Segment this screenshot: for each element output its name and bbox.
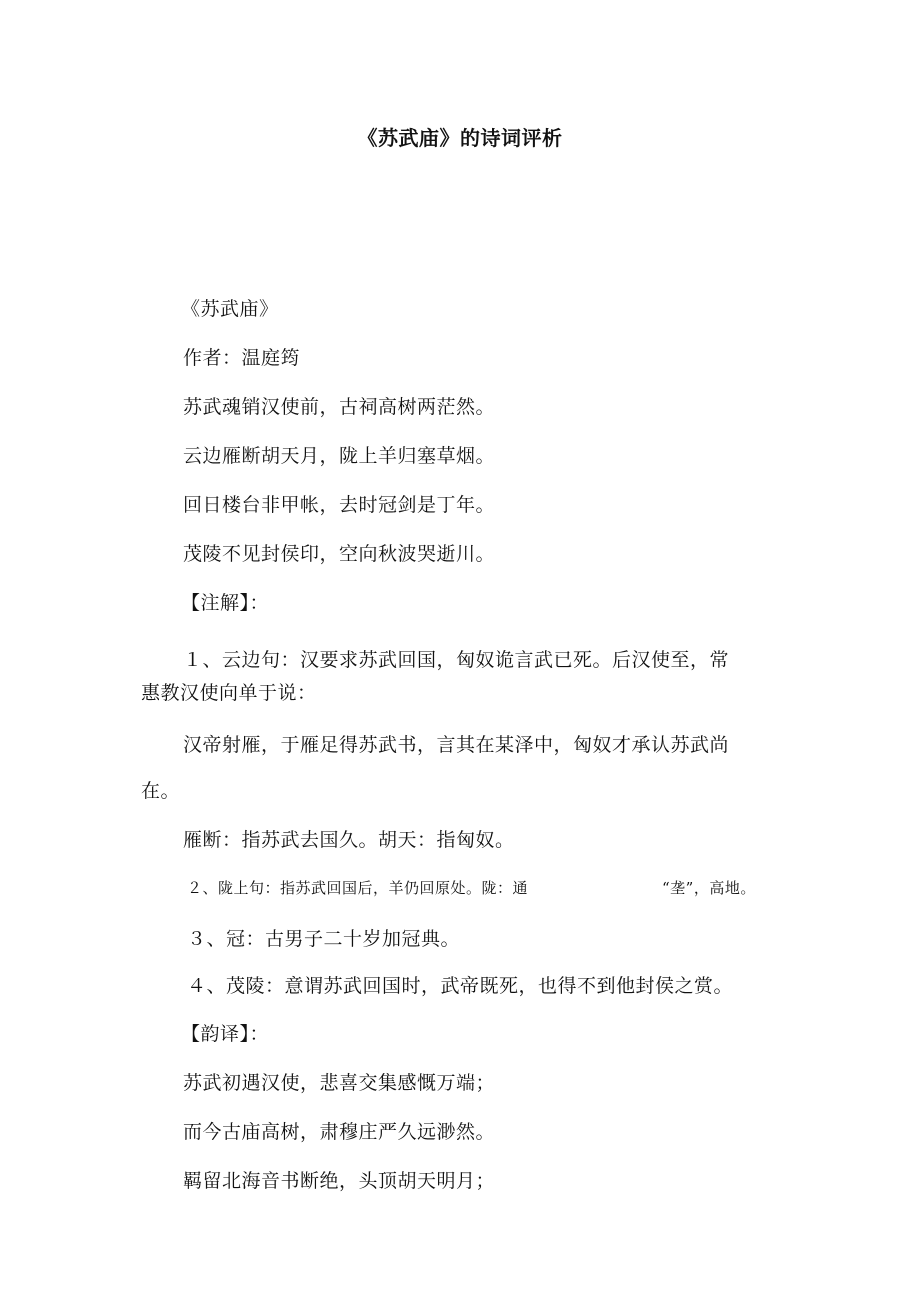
note-1-line-5: 雁断：指苏武去国久。胡天：指匈奴。 bbox=[183, 829, 515, 851]
note-3: ３、冠：古男子二十岁加冠典。 bbox=[187, 928, 461, 950]
poem-author: 作者：温庭筠 bbox=[183, 347, 301, 369]
note-1-line-4: 在。 bbox=[141, 780, 181, 802]
poem-line: 苏武魂销汉使前，古祠高树两茫然。 bbox=[183, 396, 496, 418]
poem-line: 回日楼台非甲帐，去时冠剑是丁年。 bbox=[183, 494, 496, 516]
poem-name: 《苏武庙》 bbox=[181, 298, 279, 320]
note-1-line-2: 惠教汉使向单于说： bbox=[141, 682, 317, 704]
note-2-left: ２、陇上句：指苏武回国后，羊仍回原处。陇：通 bbox=[187, 879, 529, 897]
poem-line: 云边雁断胡天月，陇上羊归塞草烟。 bbox=[183, 445, 496, 467]
note-2-right: “垄”，高地。 bbox=[662, 879, 756, 897]
translation-line: 苏武初遇汉使，悲喜交集感慨万端； bbox=[183, 1072, 496, 1094]
note-1-line-1: １、云边句：汉要求苏武回国，匈奴诡言武已死。后汉使至，常 bbox=[183, 649, 730, 671]
note-1-line-3: 汉帝射雁，于雁足得苏武书，言其在某泽中，匈奴才承认苏武尚 bbox=[183, 734, 730, 756]
poem-line: 茂陵不见封侯印，空向秋波哭逝川。 bbox=[183, 543, 496, 565]
note-4: ４、茂陵：意谓苏武回国时，武帝既死，也得不到他封侯之赏。 bbox=[187, 975, 734, 997]
translation-heading: 【韵译】： bbox=[181, 1023, 270, 1045]
translation-line: 羁留北海音书断绝，头顶胡天明月； bbox=[183, 1170, 496, 1192]
notes-heading: 【注解】： bbox=[181, 592, 270, 614]
translation-line: 而今古庙高树，肃穆庄严久远渺然。 bbox=[183, 1121, 496, 1143]
document-title: 《苏武庙》的诗词评析 bbox=[357, 126, 563, 150]
